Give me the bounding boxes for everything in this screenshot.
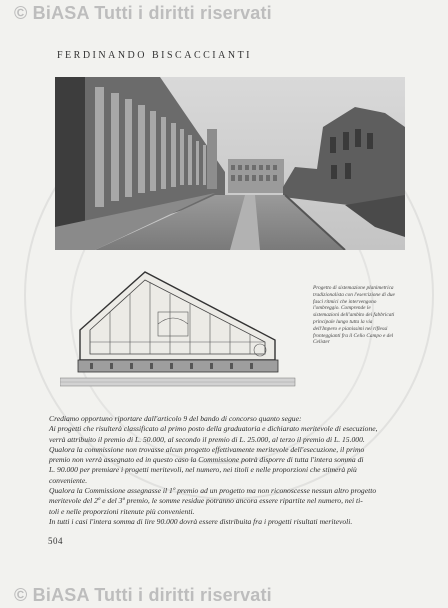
body-line: Qualora la Commissione assegnasse il 1º premio ad un progetto ma non riconoscesse nessun altro progetto (49, 486, 377, 496)
body-line: In tutti i casi l'intera somma di lire 90.000 dovrà essere distribuita fra i progetti risultati meritevoli. (49, 516, 353, 526)
article-body (49, 414, 409, 527)
body-line: Crediamo opportuno riportare dall'articolo 9 del bando di concorso quanto segue: (49, 414, 302, 423)
figure-caption: Progetto di sistemazione planimetrica tradizionalista con l'esercizione di due fasci ritmici che intervengono l'ombreggio. Comprende le sistemazioni dell'ambito dei fabbricati principale lungo tutta la via dell'Impero e pianissimi nei riflessi fronteggianti fra il Celio Campo e del Celister (313, 285, 395, 346)
watermark-top: © BiASA Tutti i diritti riservati (14, 3, 272, 23)
body-line: conveniente. (49, 475, 88, 485)
page-number: 504 (48, 536, 63, 546)
body-line: premio non verrà assegnato ed in questo caso la Commissione potrà disporre di tutta l'intera somma di (49, 455, 364, 465)
body-line: Ai progetti che risulterà classificato al primo posto della graduatoria e dichiarato meritevole di esecuzione, (49, 424, 378, 434)
watermark-bottom: © BiASA Tutti i diritti riservati (14, 585, 272, 605)
body-line: meritevole del 2º e del 3º premio, le somme residue potranno ancora essere ripartite nel numero, nei ti- (49, 496, 363, 506)
body-line: toli e nelle proporzioni ritenute più convenienti. (49, 506, 195, 516)
author-heading: FERDINANDO BISCACCIANTI (57, 50, 253, 61)
street-with-colosseum-photo (55, 77, 405, 250)
body-line: verrà attribuito il premio di L. 50.000, al secondo il premio di L. 25.000, al terzo il premio di L. 15.000. (49, 434, 365, 444)
body-line: Qualora la commissione non trovasse alcun progetto effettivamente meritevole dell'esecuzione, il primo (49, 444, 365, 454)
triangular-building-plan-drawing (60, 268, 300, 396)
body-line: L. 90.000 per premiare i progetti meritevoli, nel numero, nei titoli e nelle proporzioni che stimerà più (49, 465, 357, 475)
